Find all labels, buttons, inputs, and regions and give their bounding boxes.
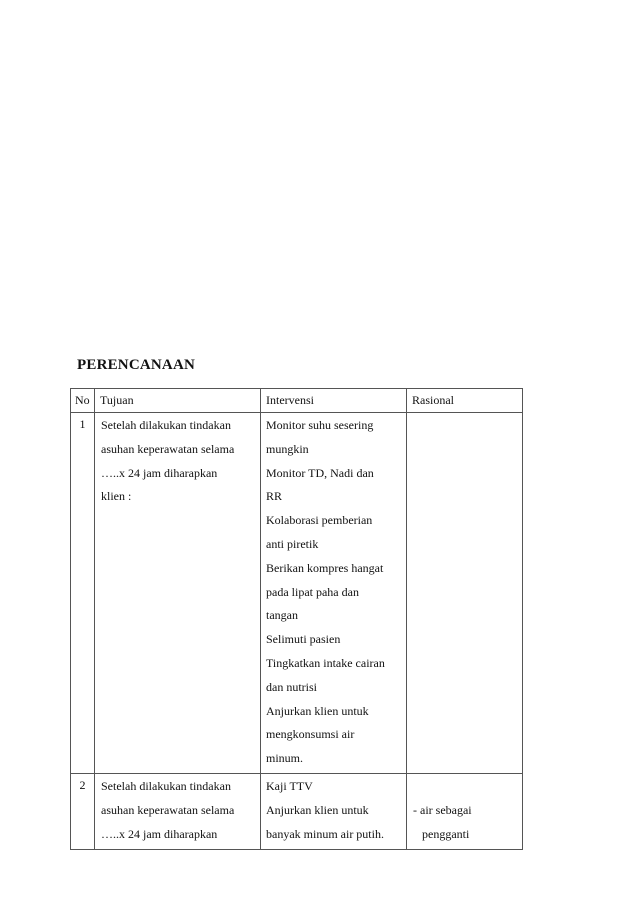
intervensi-line: minum. [266,751,304,766]
tujuan-line: Setelah dilakukan tindakan [101,418,231,432]
intervensi-line: dan nutrisi [266,679,317,694]
header-rasional: Rasional [407,389,523,413]
row-number: 2 [79,777,86,792]
intervensi-line: Anjurkan klien untuk [266,802,369,817]
table-row [71,413,523,774]
intervensi-line: Kolaborasi pemberian [266,513,373,528]
intervensi-line: tangan [266,608,298,623]
rasional-cell [407,773,523,849]
tujuan-line: asuhan keperawatan selama [101,802,235,817]
intervensi-line: Monitor TD, Nadi dan [266,465,374,480]
planning-table [70,388,523,850]
rasional-cell [407,413,523,774]
tujuan-line: …..x 24 jam diharapkan [101,826,218,841]
rasional-line [413,775,522,799]
intervensi-line: RR [266,489,283,504]
intervensi-line: banyak minum air putih. [266,826,384,841]
tujuan-line: asuhan keperawatan selama [101,441,235,456]
intervensi-line: Tingkatkan intake cairan [266,655,385,670]
intervensi-line: pada lipat paha dan [266,584,359,599]
intervensi-line: Anjurkan klien untuk [266,703,369,718]
intervensi-line: mungkin [266,441,309,456]
intervensi-line: anti piretik [266,536,319,551]
tujuan-cell [95,413,261,774]
tujuan-line: …..x 24 jam diharapkan [101,465,218,480]
tujuan-cell [95,773,261,849]
intervensi-line: Selimuti pasien [266,632,341,647]
page-title: PERENCANAAN [77,357,196,373]
rasional-line: pengganti [413,826,470,841]
intervensi-cell [261,773,407,849]
intervensi-cell [261,413,407,774]
tujuan-line: Setelah dilakukan tindakan [101,778,231,793]
row-number: 1 [79,417,86,431]
table-header-row [71,389,523,413]
intervensi-line: Monitor suhu sesering [266,418,374,432]
table-row [71,773,523,849]
intervensi-line: Berikan kompres hangat [266,560,384,575]
row-number-cell [71,773,95,849]
header-intervensi: Intervensi [261,389,407,413]
intervensi-line: mengkonsumsi air [266,727,355,742]
intervensi-line: Kaji TTV [266,778,313,793]
rasional-line: - air sebagai [413,802,472,817]
row-number-cell [71,413,95,774]
tujuan-line: klien : [101,489,132,504]
header-tujuan: Tujuan [95,389,261,413]
header-no: No [71,389,95,413]
